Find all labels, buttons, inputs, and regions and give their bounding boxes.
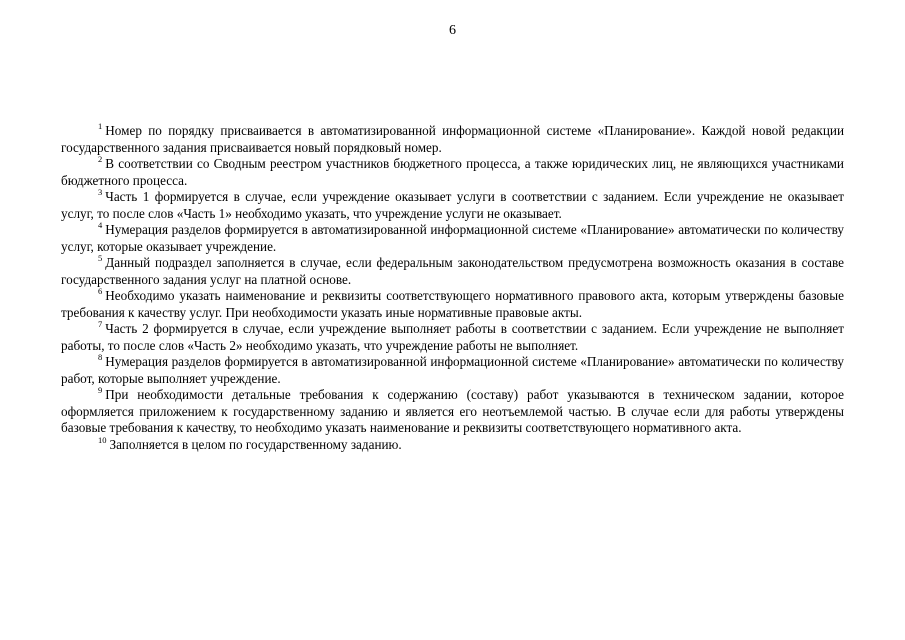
- footnote-text: Данный подраздел заполняется в случае, если федеральным законодательством предусмотрена возможность оказания в составе государственного задания услуг на платной основе.: [61, 255, 844, 287]
- footnote-text: Заполняется в целом по государственному заданию.: [109, 436, 402, 452]
- footnote-text: Нумерация разделов формируется в автоматизированной информационной системе «Планирование» автоматически по количеству услуг, которые оказывает учреждение.: [61, 222, 844, 254]
- footnote-3: [61, 189, 844, 222]
- page-number: 6: [449, 23, 456, 38]
- footnote-9: [61, 387, 844, 437]
- footnote-4: [61, 222, 844, 255]
- footnote-mark: 1: [98, 121, 103, 131]
- footnote-1: [61, 123, 844, 156]
- footnote-mark: 9: [98, 385, 103, 395]
- footnote-mark: 4: [98, 220, 103, 230]
- footnotes-section: [61, 123, 844, 453]
- footnote-text: Часть 1 формируется в случае, если учреждение оказывает услуги в соответствии с заданием. Если учреждение не оказывает услуг, то после слов «Часть 1» необходимо указать, что учреждение услуги не оказывает.: [61, 189, 844, 221]
- footnote-mark: 2: [98, 154, 103, 164]
- footnote-mark: 6: [98, 286, 103, 296]
- footnote-6: [61, 288, 844, 321]
- footnote-text: Необходимо указать наименование и реквизиты соответствующего нормативного правового акта, которым утверждены базовые требования к качеству услуг. При необходимости указать иные нормативные правовые акты.: [61, 288, 844, 320]
- footnote-mark: 5: [98, 253, 103, 263]
- footnote-mark: 8: [98, 352, 103, 362]
- footnote-8: [61, 354, 844, 387]
- footnote-text: В соответствии со Сводным реестром участников бюджетного процесса, а также юридических лиц, не являющихся участниками бюджетного процесса.: [61, 156, 844, 188]
- footnote-text: Номер по порядку присваивается в автоматизированной информационной системе «Планирование». Каждой новой редакции государственного задания присваивается новый порядковый номер.: [61, 123, 844, 155]
- footnote-text: Часть 2 формируется в случае, если учреждение выполняет работы в соответствии с заданием. Если учреждение не выполняет работы, то после слов «Часть 2» необходимо указать, что учреждение работы не выполняет.: [61, 321, 844, 353]
- footnote-mark: 7: [98, 319, 103, 329]
- footnote-5: [61, 255, 844, 288]
- footnote-2: [61, 156, 844, 189]
- footnote-mark: 10: [98, 434, 107, 445]
- footnote-10: [61, 434, 844, 454]
- footnote-text: При необходимости детальные требования к содержанию (составу) работ указываются в техническом задании, которое оформляется приложением к государственному заданию и является его неотъемлемой частью. В случае если для работы утверждены базовые требования к качеству, то необходимо указать наименование и реквизиты соответствующего нормативного акта.: [61, 387, 844, 435]
- footnote-7: [61, 321, 844, 354]
- footnote-text: Нумерация разделов формируется в автоматизированной информационной системе «Планирование» автоматически по количеству работ, которые выполняет учреждение.: [61, 354, 844, 386]
- footnote-mark: 3: [98, 187, 103, 197]
